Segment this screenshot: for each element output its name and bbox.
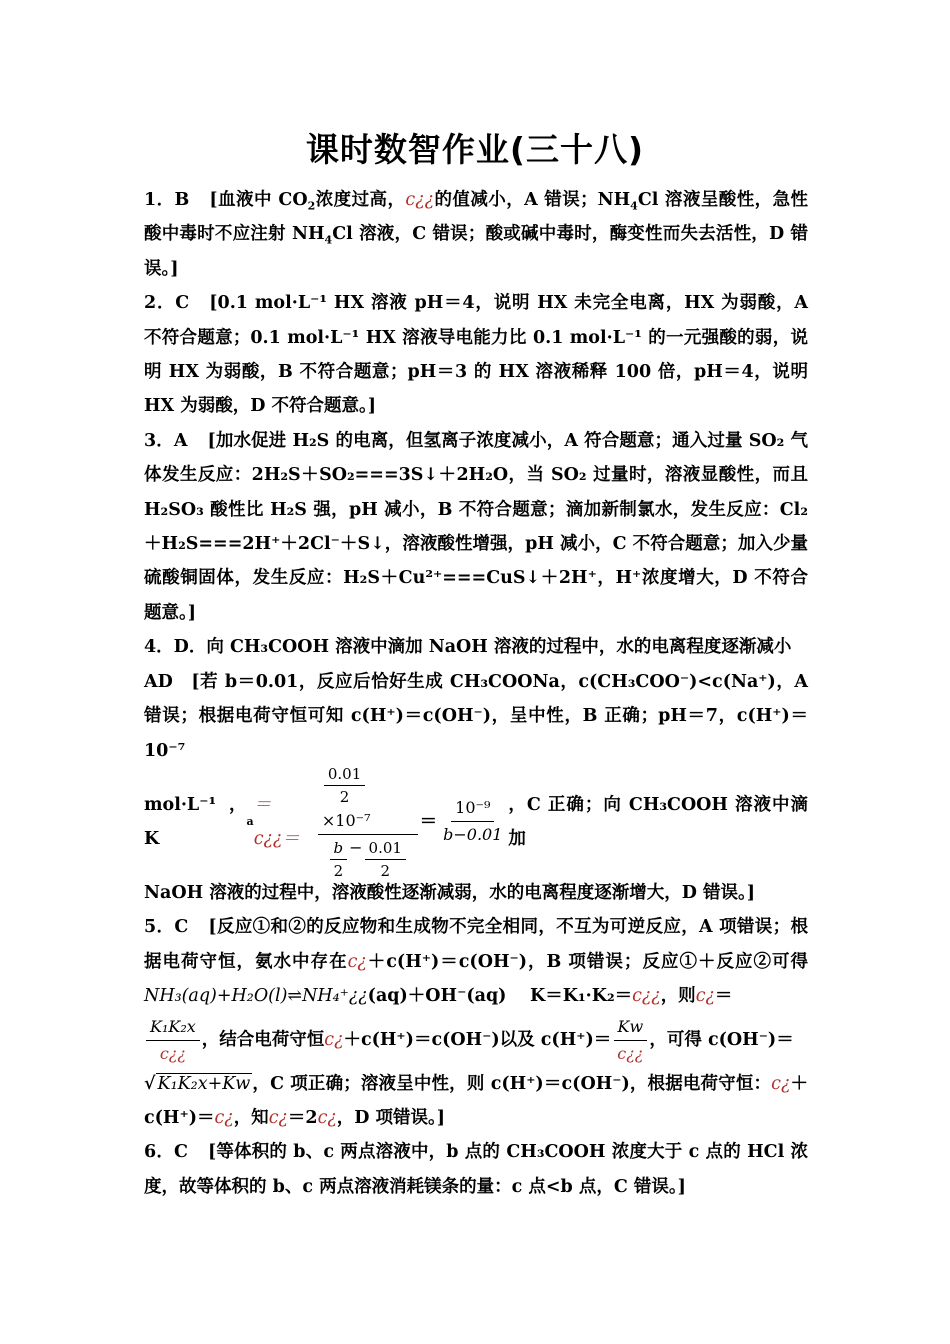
- ka-formula: mol·L⁻¹，K a ＝c¿¿＝ $\frac{0.01}{2}$ ×10⁻⁷ $\frac{b}{2}$ − $\frac{0.01}{2}$ ＝ $\frac{\text{10⁻⁹}}{b-0.01}$ ，C 正确；向 CH₃COOH 溶液中滴加: [144, 768, 808, 876]
- ammonia-equation: NH₃(aq)+H₂O(l)⇌NH₄⁺¿¿: [144, 986, 368, 1007]
- answer-5-line3c: ，知: [233, 1107, 269, 1128]
- answer-1-text-d: Cl 溶液呈酸性，急性酸中毒时不应注射 NH: [144, 190, 809, 245]
- answer-1-garbled-expr: c¿¿: [405, 190, 434, 210]
- answer-1-number: 1．B: [144, 190, 190, 210]
- num-a: 0.01: [324, 763, 365, 786]
- answer-5-line3d: ＝2: [287, 1107, 318, 1128]
- answer-5-line1b: ＋c(H⁺)＝c(OH⁻)，B 项错误；反应①＋反应②可得: [366, 951, 808, 972]
- answer-4-number: 4．D．: [144, 637, 207, 658]
- formula-eq: ＝c¿¿＝: [253, 794, 300, 849]
- answer-5-line3a: ，C 项正确；溶液呈中性，则 c(H⁺)＝c(OH⁻)，根据电荷守恒：: [252, 1073, 772, 1094]
- garbled-6: c¿: [214, 1107, 234, 1128]
- garbled-5: c¿: [771, 1073, 791, 1094]
- answer-5-line1c: (aq)＋OH⁻(aq) K＝K₁·K₂＝: [367, 986, 633, 1007]
- num-b: 2: [339, 788, 350, 807]
- formula-lead: mol·L⁻¹，K: [144, 794, 247, 849]
- answer-1: 1．B [血液中 $CO_2$浓度过高，c¿¿的值减小，A 错误；$NH_4Cl$ 溶液呈酸性，急性酸中毒时不应注射 $NH_4Cl$ 溶液，C 错误；酸或碱中毒时，酶变性而失去活性，D 错误。]: [144, 190, 809, 279]
- answer-1-text-a: [血液中 CO: [209, 190, 308, 210]
- k1k2-fraction: [146, 1014, 200, 1067]
- answer-3-number: 3．A: [144, 430, 188, 451]
- answer-4-tail-text: NaOH 溶液的过程中，溶液酸性逐渐减弱，水的电离程度逐渐增大，D 错误。]: [144, 882, 756, 903]
- second-fraction-num: 10⁻⁹: [451, 795, 494, 822]
- answer-5-line3: [144, 1067, 808, 1136]
- big-fraction-denominator: $\frac{b}{2}$ − $\frac{0.01}{2}$: [324, 835, 412, 882]
- answer-2: [144, 286, 808, 424]
- answer-2-text: [0.1 mol·L⁻¹ HX 溶液 pH＝4，说明 HX 未完全电离，HX 为弱酸，A 不符合题意；0.1 mol·L⁻¹ HX 溶液导电能力比 0.1 mol·L⁻¹ 的一元强酸的弱，说明 HX 为弱酸，B 不符合题意；pH＝3 的 HX 溶液稀释 100 倍，pH＝4，说明 HX 为弱酸，D 不符合题意。]: [144, 293, 809, 417]
- garbled-4: c¿: [324, 1029, 344, 1050]
- den-d: 2: [380, 862, 391, 881]
- garbled-2: c¿¿: [632, 986, 661, 1007]
- answer-5-line1d: ，则: [660, 986, 696, 1007]
- answer-2-number: 2．C: [144, 293, 190, 314]
- sqrt-sign: √: [144, 1073, 156, 1094]
- answer-5-line3b: ＋c(H⁺)＝: [144, 1073, 808, 1128]
- kw-fraction: [613, 1014, 647, 1067]
- num-mult: ×10⁻⁷: [321, 811, 371, 831]
- k1k2-num: K₁K₂x: [146, 1014, 200, 1041]
- answer-5-line2b: ＋c(H⁺)＝c(OH⁻)以及 c(H⁺)＝: [343, 1029, 612, 1050]
- numerator-fraction: [324, 763, 365, 808]
- second-fraction: [439, 795, 506, 848]
- big-fraction: [318, 761, 418, 882]
- answer-4-ad: [144, 665, 808, 768]
- answer-body: [144, 183, 808, 1204]
- kw-num: Kw: [614, 1014, 648, 1041]
- formula-tail: ，C 正确；向 CH₃COOH 溶液中滴加: [508, 794, 808, 849]
- kw-den: c¿¿: [617, 1043, 644, 1063]
- answer-5-line1: [反应①和②的反应物和生成物不完全相同，不互为可逆反应，A 项错误；根据电荷守恒，氨水中存在: [144, 917, 809, 972]
- answer-5-line2a: ，结合电荷守恒: [201, 1029, 325, 1050]
- sqrt-expression: K₁K₂x+Kw: [157, 1073, 251, 1094]
- garbled-8: c¿: [317, 1107, 337, 1128]
- answer-3: [144, 424, 808, 630]
- answer-5-line3e: ，D 项错误。]: [336, 1107, 446, 1128]
- answer-6-number: 6．C: [144, 1142, 188, 1163]
- second-fraction-den: b−0.01: [443, 825, 503, 845]
- answer-1-text-c: 的值减小，A 错误；NH: [434, 190, 631, 210]
- formula-eq2: ＝: [419, 811, 438, 832]
- answer-6: [144, 1135, 808, 1204]
- den-b: 2: [333, 862, 344, 881]
- garbled-7: c¿: [268, 1107, 288, 1128]
- answer-4: [144, 630, 808, 664]
- answer-6-text: [等体积的 b、c 两点溶液中，b 点的 CH₃COOH 浓度大于 c 点的 HCl 浓度，故等体积的 b、c 两点溶液消耗镁条的量：c 点<b 点，C 错误。]: [144, 1142, 808, 1197]
- den-a: b: [330, 837, 348, 860]
- answer-5-number: 5．C: [144, 917, 189, 938]
- den-c: 0.01: [365, 837, 406, 860]
- garbled-3: c¿: [695, 986, 715, 1007]
- answer-1-text-e: Cl 溶液，C 错误；酸或碱中毒时，酶变性而失去活性，D 错误。]: [144, 224, 808, 279]
- k1k2-den: c¿¿: [159, 1043, 186, 1063]
- garbled-1: c¿: [347, 951, 367, 972]
- answer-4-tail: [144, 876, 808, 910]
- answer-5-line1e: ＝: [714, 986, 733, 1007]
- answer-1-text-b: 浓度过高，: [315, 190, 406, 210]
- answer-3-text: [加水促进 H₂S 的电离，但氢离子浓度减小，A 符合题意；通入过量 SO₂ 气体发生反应：2H₂S＋SO₂===3S↓＋2H₂O，当 SO₂ 过量时，溶液显酸性，而且 H₂SO₃ 酸性比 H₂S 强，pH 减小，B 不符合题意；滴加新制氯水，发生反应：Cl₂＋H₂S===2H⁺＋2Cl⁻＋S↓，溶液酸性增强，pH 减小，C 不符合题意；加入少量硫酸铜固体，发生反应：H₂S＋Cu²⁺===CuS↓＋2H⁺，H⁺浓度增大，D 不符合题意。]: [144, 430, 808, 623]
- answer-5-line2c: ，可得 c(OH⁻)＝: [649, 1029, 794, 1050]
- answer-5-line2: [144, 1014, 808, 1067]
- answer-4-ad-text: AD [若 b＝0.01，反应后恰好生成 CH₃COONa，c(CH₃COO⁻)<c(Na⁺)，A 错误；根据电荷守恒可知 c(H⁺)＝c(OH⁻)，呈中性，B 正确；pH＝7，c(H⁺)＝10⁻⁷: [144, 671, 808, 761]
- answer-5: [144, 910, 808, 1013]
- answer-4-text: 向 CH₃COOH 溶液中滴加 NaOH 溶液的过程中，水的电离程度逐渐减小: [206, 637, 792, 658]
- page-title: 课时数智作业(三十八): [305, 130, 645, 169]
- big-fraction-numerator: [318, 761, 418, 835]
